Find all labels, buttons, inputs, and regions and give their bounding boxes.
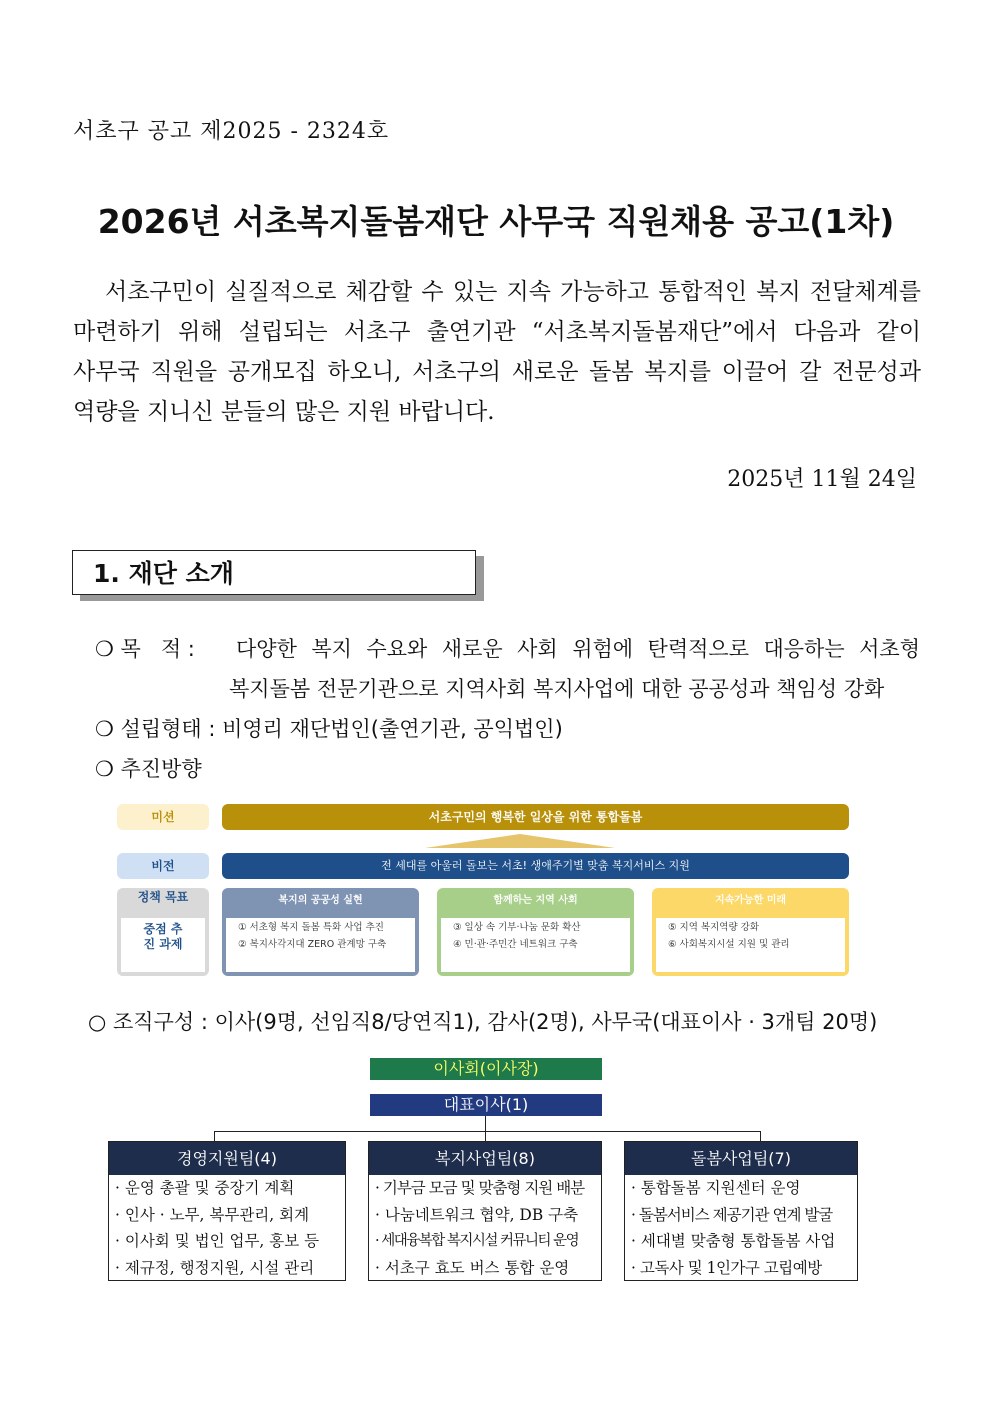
purpose-label: ❍ 목 적 : (95, 637, 195, 661)
goal-column-2 (437, 888, 634, 976)
team-duty: · 세대별 맞춤형 통합돌봄 사업 (631, 1232, 836, 1250)
mission-text: 서초구민의 행복한 일상을 위한 통합돌봄 (222, 804, 849, 830)
team-name: 경영지원팀(4) (109, 1142, 345, 1175)
purpose-text-2: 복지돌봄 전문기관으로 지역사회 복지사업에 대한 공공성과 책임성 강화 (229, 677, 885, 701)
task-item: ① 서초형 복지 돌봄 특화 사업 추진 (238, 922, 384, 933)
notice-date: 2025년 11월 24일 (727, 467, 917, 492)
vision-diagram (115, 802, 850, 978)
team-duty: · 운영 총괄 및 중장기 계획 (115, 1179, 295, 1197)
ceo-box: 대표이사(1) (370, 1094, 602, 1116)
vision-label: 비전 (117, 853, 209, 879)
direction-heading: ❍ 추진방향 (95, 757, 202, 781)
page-title: 2026년 서초복지돌봄재단 사무국 직원채용 공고(1차) (97, 202, 895, 241)
team-duty: · 제규정, 행정지원, 시설 관리 (115, 1258, 315, 1277)
goal-title: 지속가능한 미래 (714, 895, 787, 906)
connector-line (760, 1131, 761, 1141)
intro-line: 사무국 직원을 공개모집 하오니, 서초구의 새로운 돌봄 복지를 이끌어 갈 전문성과 (73, 359, 921, 385)
purpose-text: 다양한 복지 수요와 새로운 사회 위험에 탄력적으로 대응하는 서초형 (236, 637, 920, 661)
arrow-up-icon (425, 834, 615, 848)
label-column (117, 888, 209, 976)
team-duty: · 고독사 및 1인가구 고립예방 (631, 1258, 822, 1277)
goal-title: 복지의 공공성 실현 (278, 895, 363, 906)
vision-text: 전 세대를 아울러 돌보는 서초! 생애주기별 맞춤 복지서비스 지원 (222, 853, 849, 879)
establishment-type: ❍ 설립형태 : 비영리 재단법인(출연기관, 공익법인) (95, 717, 563, 741)
goal-title: 함께하는 지역 사회 (493, 895, 578, 906)
connector-line (214, 1131, 761, 1132)
team-box (108, 1141, 346, 1281)
task-item: ④ 민·관·주민간 네트워크 구축 (453, 939, 578, 950)
org-structure-text: ○ 조직구성 : 이사(9명, 선임직8/당연직1), 감사(2명), 사무국(대표이사 · 3개팀 20명) (88, 1010, 878, 1034)
team-name: 돌봄사업팀(7) (625, 1142, 857, 1175)
team-duty: · 나눔네트워크 협약, DB 구축 (375, 1205, 579, 1224)
task-item: ⑤ 지역 복지역량 강화 (668, 922, 759, 933)
connector-line (214, 1131, 215, 1141)
goal-column-3 (652, 888, 849, 976)
board-box: 이사회(이사장) (370, 1058, 602, 1080)
mission-label: 미션 (117, 804, 209, 830)
team-duty: · 돌봄서비스 제공기관 연계 발굴 (631, 1205, 833, 1224)
task-item: ② 복지사각지대 ZERO 관계망 구축 (238, 939, 387, 950)
team-duty: · 이사회 및 법인 업무, 홍보 등 (115, 1232, 320, 1250)
team-duty: · 세대융복합 복지시설 커뮤니티 운영 (375, 1233, 579, 1249)
team-duty: · 인사 · 노무, 복무관리, 회계 (115, 1205, 310, 1224)
team-duty: · 기부금 모금 및 맞춤형 지원 배분 (375, 1179, 585, 1197)
task-label: 중점 추진 과제 (121, 918, 205, 972)
goal-column-1 (222, 888, 419, 976)
intro-paragraph (73, 272, 921, 432)
team-box (624, 1141, 858, 1281)
connector-line (485, 1116, 486, 1141)
notice-number: 서초구 공고 제2025 - 2324호 (73, 119, 390, 144)
team-name: 복지사업팀(8) (369, 1142, 601, 1175)
intro-line: 역량을 지니신 분들의 많은 지원 바랍니다. (73, 399, 495, 425)
team-duty: · 서초구 효도 버스 통합 운영 (375, 1258, 570, 1277)
team-duty: · 통합돌봄 지원센터 운영 (631, 1179, 801, 1197)
intro-line: 서초구민이 실질적으로 체감할 수 있는 지속 가능하고 통합적인 복지 전달체계를 (105, 279, 921, 305)
task-item: ⑥ 사회복지시설 지원 및 관리 (668, 939, 790, 950)
section-heading: 1. 재단 소개 (72, 550, 476, 595)
goal-label: 정책 목표 (137, 890, 189, 904)
intro-line: 마련하기 위해 설립되는 서초구 출연기관 “서초복지돌봄재단”에서 다음과 같이 (73, 319, 921, 345)
team-box (368, 1141, 602, 1281)
task-item: ③ 일상 속 기부·나눔 문화 확산 (453, 922, 581, 933)
